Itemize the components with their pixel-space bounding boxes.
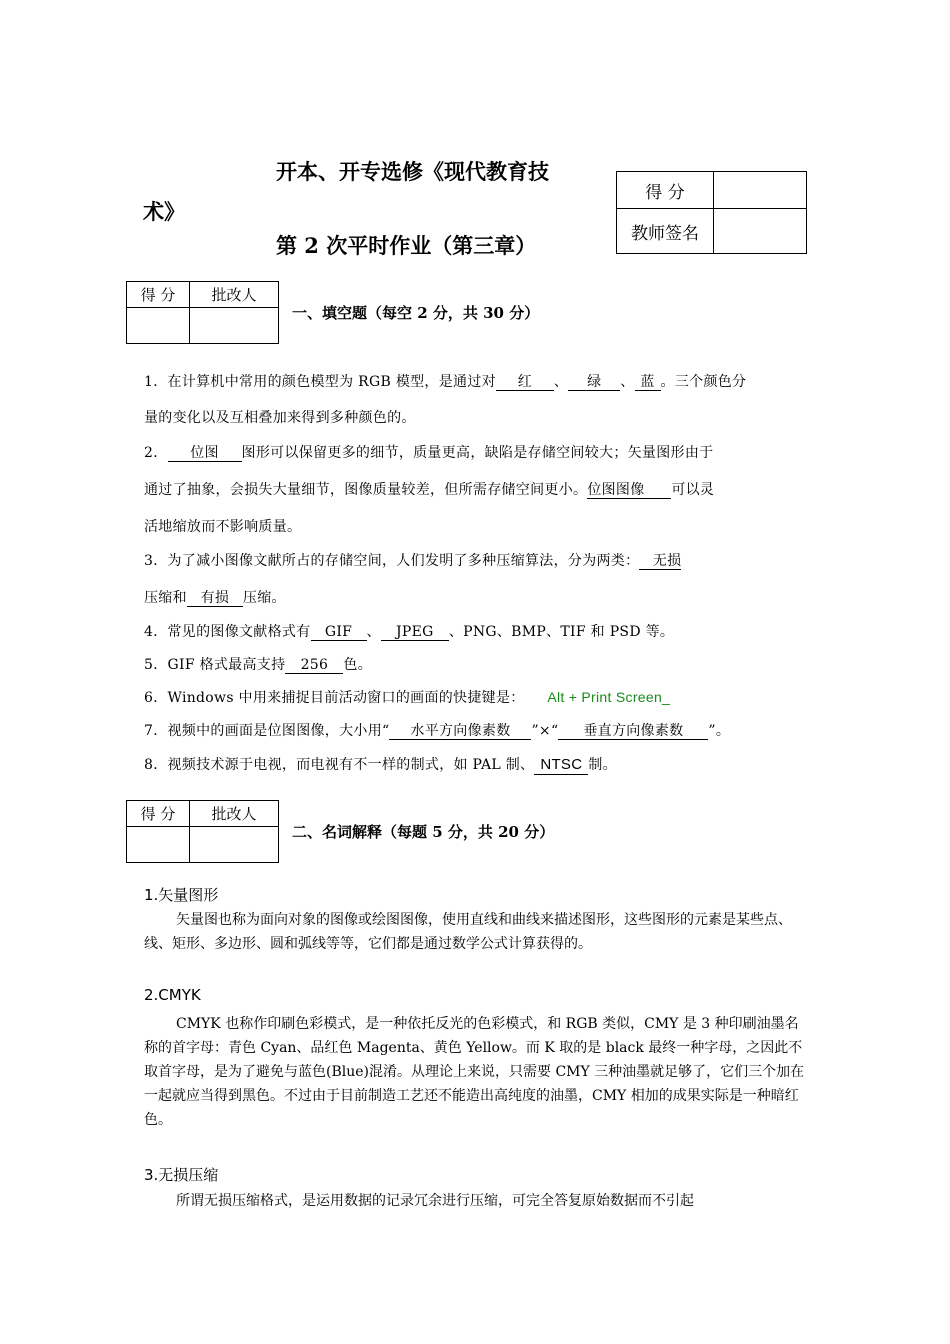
section2-score-table <box>126 800 279 863</box>
question-5 <box>144 654 372 674</box>
question-8 <box>144 754 617 775</box>
q2-text-2: 通过了抽象，会损失大量细节，图像质量较差，但所需存储空间更小。 <box>144 482 588 498</box>
q4-tail: 、PNG、BMP、TIF 和 PSD 等。 <box>448 624 675 640</box>
q8-text: 8．视频技术源于电视，而电视有不一样的制式，如 PAL 制、 <box>144 757 535 773</box>
q2-tail: 可以灵 <box>671 482 715 498</box>
q4-sep: 、 <box>366 624 381 640</box>
question-3-line2 <box>144 587 286 607</box>
term-2-body: CMYK 也称作印刷色彩模式，是一种依托反光的色彩模式，和 RGB 类似，CMY 是 3 种印刷油墨名称的首字母：青色 Cyan、品红色 Magenta、黄色 Yellow。而 K 取的是 black 最终一种字母，之因此不取首字母，是为了避免与蓝色(Blue)混淆。从理论上来说，只需要 CMY 三种油墨就足够了，它们三个加在一起就应当得到黑色。不过由于目前制造工艺还不能造出高纯度的油墨，CMY 相加的成果实际是一种暗红色。 <box>144 1016 805 1128</box>
q7-mid: ”×“ <box>531 723 559 739</box>
score-label: 得 分 <box>617 172 714 209</box>
doc-title-line2: 术》 <box>143 199 185 224</box>
q4-answer-gif: GIF <box>311 625 367 641</box>
doc-subtitle: 第 2 次平时作业（第三章） <box>276 233 537 258</box>
section2-heading: 二、名词解释（每题 5 分，共 20 分） <box>292 823 555 841</box>
q5-text: 5．GIF 格式最高支持 <box>144 657 286 673</box>
q1-sep2: 、 <box>620 374 635 390</box>
q5-answer-256: 256 <box>285 658 343 674</box>
q4-answer-jpeg: JPEG <box>381 625 449 641</box>
q7-answer-vertical: 垂直方向像素数 <box>558 724 708 740</box>
teacher-score-table <box>616 171 807 254</box>
score-cell[interactable] <box>714 172 807 209</box>
term-3-title: 3.无损压缩 <box>144 1166 219 1184</box>
question-3-line1 <box>144 550 681 570</box>
q5-tail: 色。 <box>343 657 372 673</box>
q2-answer-bitmap: 位图 <box>168 446 242 462</box>
section1-score-label: 得 分 <box>127 282 190 308</box>
q3-tail: 压缩。 <box>242 590 286 606</box>
section2-score-cell[interactable] <box>127 827 190 863</box>
question-7 <box>144 720 730 740</box>
q1-text: 1．在计算机中常用的颜色模型为 RGB 模型，是通过对 <box>144 374 496 390</box>
q7-text: 7．视频中的画面是位图图像，大小用“ <box>144 723 390 739</box>
question-2-line3: 活地缩放而不影响质量。 <box>144 519 302 535</box>
q6-text: 6．Windows 中用来捕捉目前活动窗口的画面的快捷键是： <box>144 690 525 706</box>
term-1-body: 矢量图也称为面向对象的图像或绘图图像，使用直线和曲线来描述图形，这些图形的元素是某些点、线、矩形、多边形、圆和弧线等等，它们都是通过数学公式计算获得的。 <box>144 912 792 952</box>
section2-score-label: 得 分 <box>127 801 190 827</box>
doc-title-line1: 开本、开专选修《现代教育技 <box>276 159 549 184</box>
q2-text: 图形可以保留更多的细节，质量更高，缺陷是存储空间较大；矢量图形由于 <box>241 445 714 461</box>
q3-answer-lossless: 无损 <box>639 554 681 570</box>
q3-answer-lossy: 有损 <box>187 591 243 607</box>
q6-answer-shortcut: Alt + Print Screen_ <box>547 689 671 705</box>
q1-answer-blue: 蓝 <box>635 375 661 391</box>
teacher-sign-label: 教师签名 <box>617 209 714 254</box>
q2-answer-bitmap-image: 位图图像 <box>587 483 671 499</box>
term-1-title: 1.矢量图形 <box>144 886 219 904</box>
q8-answer-ntsc: NTSC <box>534 757 588 775</box>
question-2-line1 <box>144 442 713 462</box>
q8-tail: 制。 <box>588 757 617 773</box>
term-2-title: 2.CMYK <box>144 986 201 1004</box>
q7-tail: ”。 <box>708 723 731 739</box>
q2-number: 2． <box>144 445 168 461</box>
term-3-body: 所谓无损压缩格式，是运用数据的记录冗余进行压缩，可完全答复原始数据而不引起 <box>176 1193 694 1209</box>
q1-tail: 。三个颜色分 <box>660 374 747 390</box>
q1-sep1: 、 <box>553 374 569 390</box>
question-2-line2 <box>144 479 714 499</box>
question-1-line1 <box>144 371 746 391</box>
section2-grader-cell[interactable] <box>190 827 279 863</box>
q4-text: 4．常见的图像文献格式有 <box>144 624 311 640</box>
q1-answer-red: 红 <box>496 375 554 391</box>
section1-grader-cell[interactable] <box>190 308 279 344</box>
q3-text: 3．为了减小图像文献所占的存储空间，人们发明了多种压缩算法，分为两类： <box>144 553 640 569</box>
q1-answer-green: 绿 <box>568 375 620 391</box>
section1-score-table <box>126 281 279 344</box>
question-6 <box>144 687 670 707</box>
question-1-line2: 量的变化以及互相叠加来得到多种颜色的。 <box>144 410 416 426</box>
question-4 <box>144 621 674 641</box>
q7-answer-horizontal: 水平方向像素数 <box>389 724 531 740</box>
q3-text-2: 压缩和 <box>144 590 187 606</box>
section1-heading: 一、填空题（每空 2 分，共 30 分） <box>292 304 540 322</box>
section1-grader-label: 批改人 <box>190 282 279 308</box>
section1-score-cell[interactable] <box>127 308 190 344</box>
teacher-sign-cell[interactable] <box>714 209 807 254</box>
section2-grader-label: 批改人 <box>190 801 279 827</box>
